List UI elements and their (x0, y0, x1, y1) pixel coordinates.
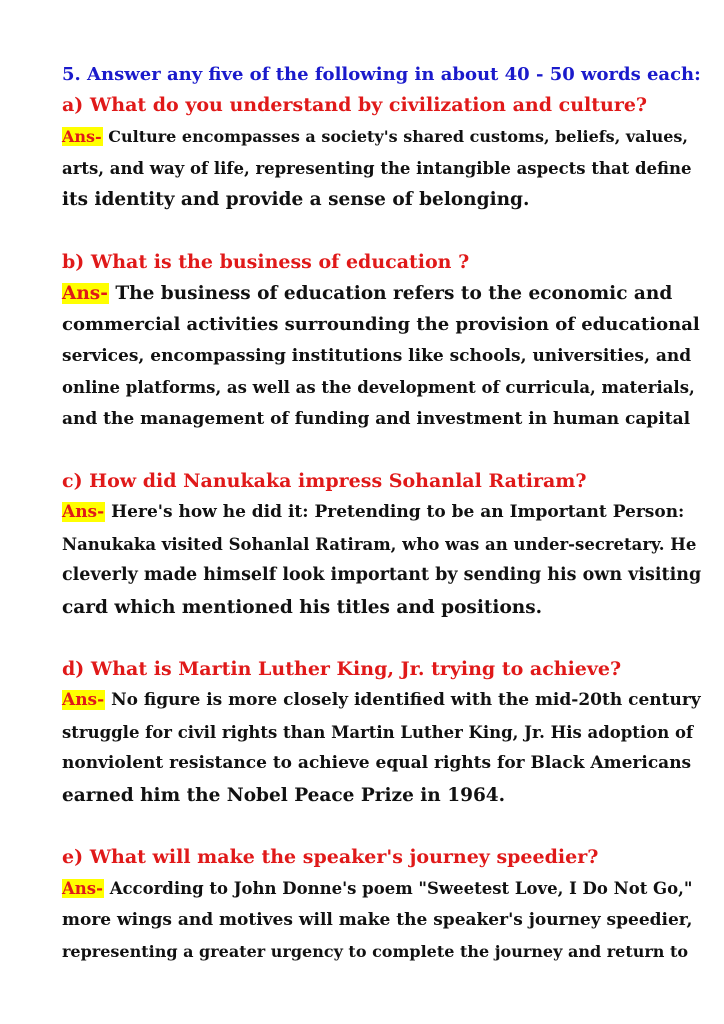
answer-line: struggle for civil rights than Martin Luther King, Jr. His adoption of (62, 722, 694, 742)
answer-line: online platforms, as well as the development of curricula, materials, (62, 378, 695, 397)
question-c: c) How did Nanukaka impress Sohanlal Ratiram? (62, 470, 587, 492)
question-d: d) What is Martin Luther King, Jr. trying to achieve? (62, 658, 622, 680)
answer-line: Ans- The business of education refers to the economic and (62, 282, 673, 304)
document-page (62, 59, 702, 999)
qa-item-d (62, 654, 702, 811)
section-heading: 5. Answer any five of the following in about 40 - 50 words each: (62, 64, 701, 85)
answer-line: and the management of funding and investment in human capital (62, 408, 691, 429)
ans-label: Ans- (62, 127, 102, 146)
answer-line: earned him the Nobel Peace Prize in 1964. (62, 784, 506, 806)
answer-line: its identity and provide a sense of belonging. (62, 189, 530, 210)
qa-item-a (62, 90, 702, 216)
question-b: b) What is the business of education ? (62, 250, 470, 273)
qa-item-b (62, 247, 702, 436)
answer-line: Nanukaka visited Sohanlal Ratiram, who was an under-secretary. He (62, 534, 697, 554)
answer-line: representing a greater urgency to complete the journey and return to (62, 942, 689, 961)
qa-item-e (62, 842, 702, 968)
ans-label: Ans- (62, 282, 108, 304)
answer-line: card which mentioned his titles and positions. (62, 596, 543, 618)
answer-line: Ans- Here's how he did it: Pretending to be an Important Person: (62, 502, 685, 522)
ans-label: Ans- (62, 690, 105, 710)
answer-line: cleverly made himself look important by sending his own visiting (62, 565, 702, 585)
answer-line: services, encompassing institutions like schools, universities, and (62, 345, 692, 366)
ans-label: Ans- (62, 502, 105, 522)
answer-line: more wings and motives will make the speaker's journey speedier, (62, 909, 693, 930)
question-a: a) What do you understand by civilization and culture? (62, 94, 648, 116)
answer-line: Ans- According to John Donne's poem "Sweetest Love, I Do Not Go," (62, 879, 693, 898)
answer-line: nonviolent resistance to achieve equal rights for Black Americans (62, 753, 692, 773)
ans-label: Ans- (62, 879, 103, 898)
qa-item-c (62, 466, 702, 623)
answer-line: arts, and way of life, representing the intangible aspects that define (62, 158, 692, 178)
answer-line: commercial activities surrounding the provision of educational (62, 314, 700, 335)
answer-line: Ans- No figure is more closely identified with the mid-20th century (62, 690, 701, 710)
question-e: e) What will make the speaker's journey speedier? (62, 846, 599, 868)
answer-line: Ans- Culture encompasses a society's shared customs, beliefs, values, (62, 127, 688, 146)
